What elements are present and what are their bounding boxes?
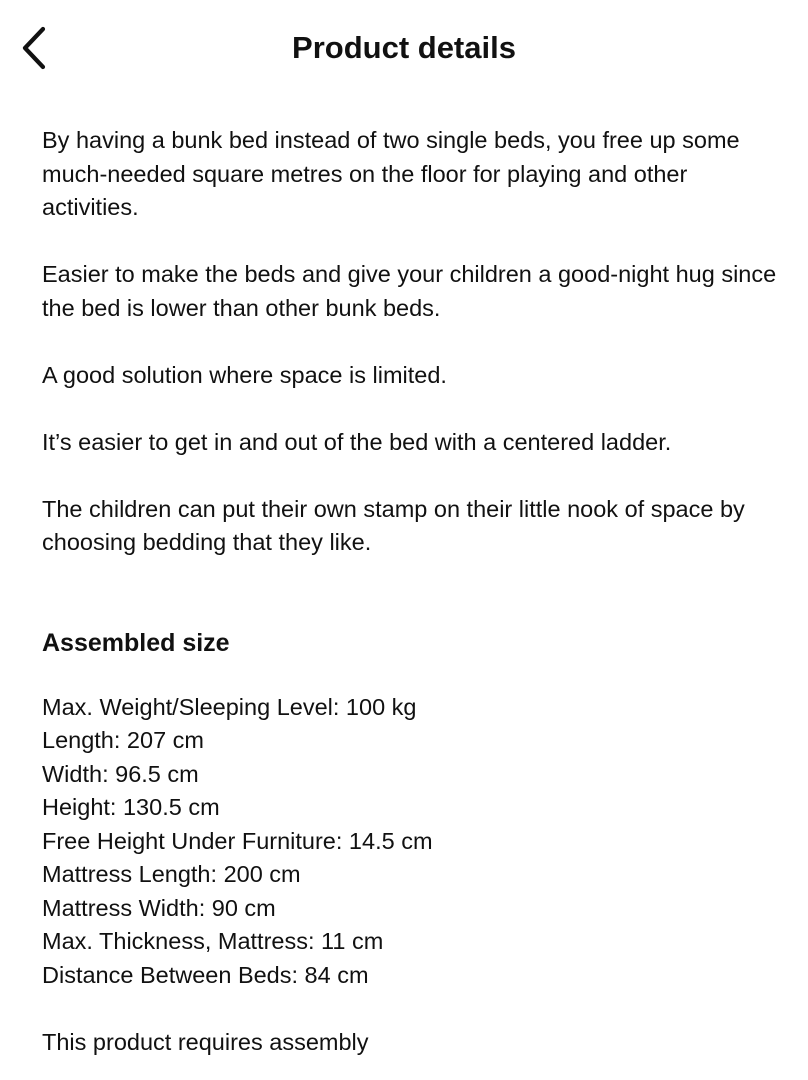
description-paragraph: The children can put their own stamp on their little nook of space by choosing bedding that they like. (42, 495, 745, 555)
description-paragraph: A good solution where space is limited. (42, 361, 447, 388)
description-paragraph: By having a bunk bed instead of two single beds, you free up some much-needed square metres on the floor for playing and other activities. (42, 127, 740, 220)
spec-item: Free Height Under Furniture: 14.5 cm (42, 827, 433, 854)
description-paragraph: Easier to make the beds and give your children a good-night hug since the bed is lower than other bunk beds. (42, 261, 777, 321)
spec-item: Mattress Width: 90 cm (42, 894, 276, 921)
spec-item: Max. Thickness, Mattress: 11 cm (42, 928, 384, 954)
assembly-note: This product requires assembly (42, 1028, 369, 1055)
spec-item: Length: 207 cm (42, 727, 204, 753)
spec-item: Max. Weight/Sleeping Level: 100 kg (42, 693, 417, 720)
product-details-content (42, 124, 782, 1059)
page-title: Product details (292, 30, 516, 65)
spec-item: Height: 130.5 cm (42, 794, 220, 820)
spec-item: Mattress Length: 200 cm (42, 861, 301, 887)
section-heading-assembled-size: Assembled size (42, 628, 230, 657)
header-bar (0, 0, 808, 100)
description-paragraph: It’s easier to get in and out of the bed with a centered ladder. (42, 428, 672, 455)
spec-item: Distance Between Beds: 84 cm (42, 961, 369, 988)
spec-item: Width: 96.5 cm (42, 760, 199, 787)
spec-list (42, 691, 782, 993)
